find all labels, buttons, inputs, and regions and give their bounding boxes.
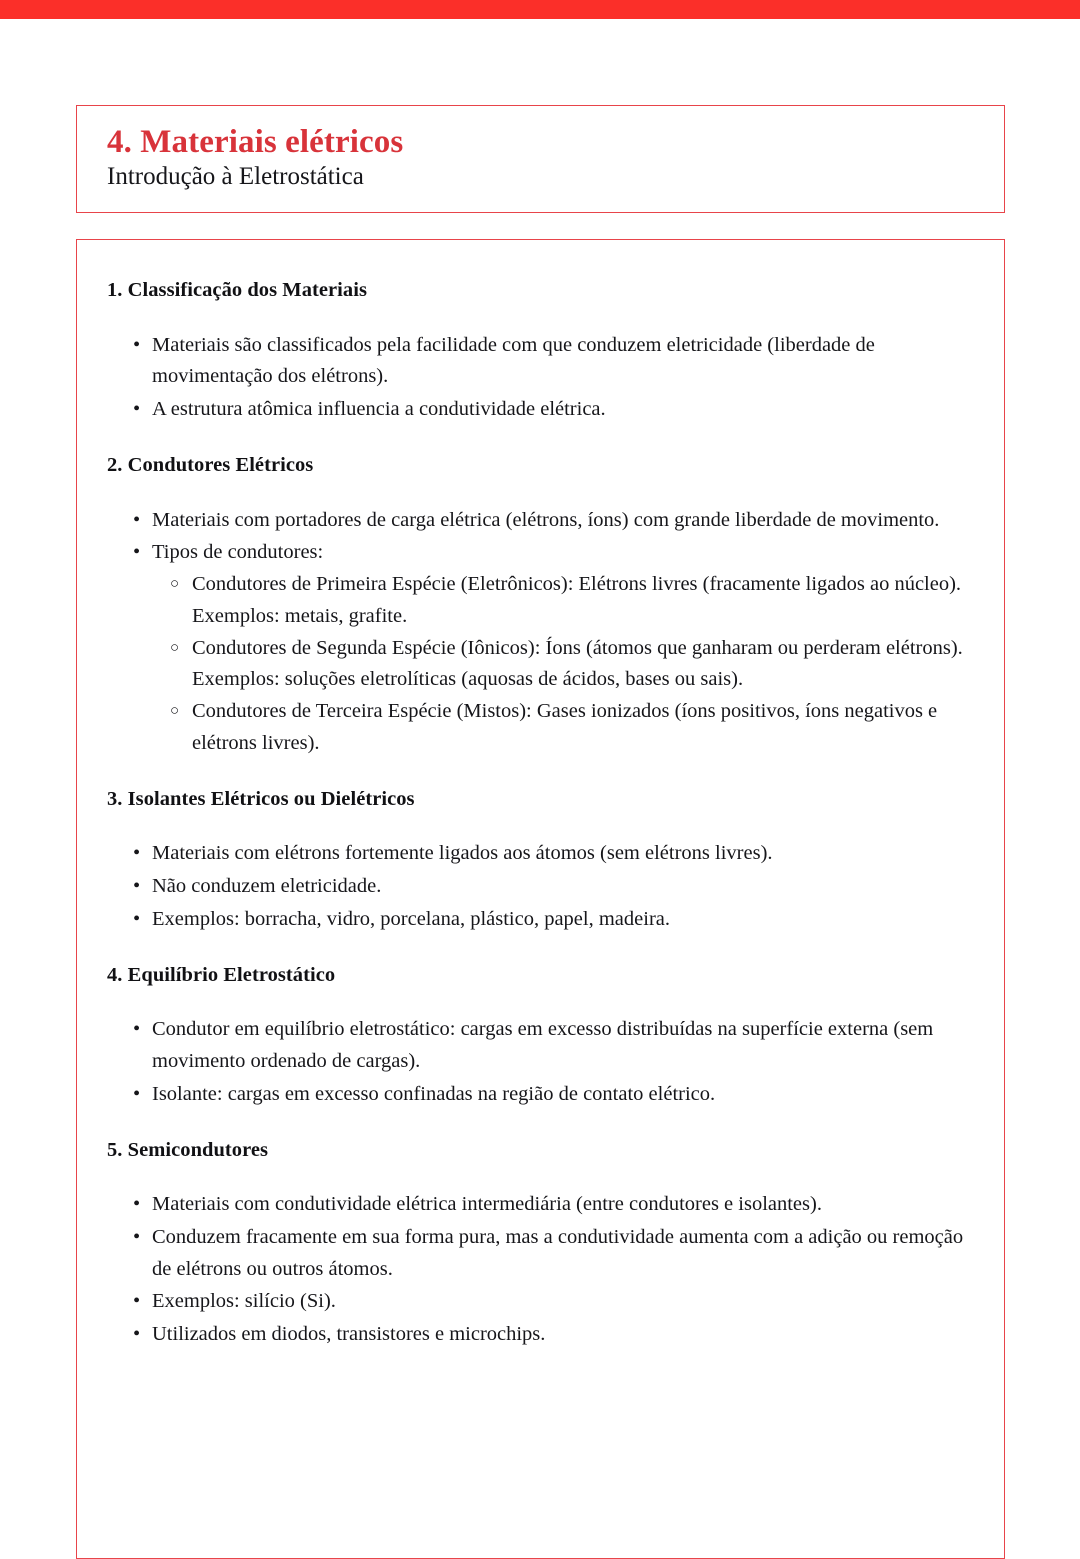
bullet-icon: • (133, 875, 141, 898)
bullet-icon: • (133, 1290, 141, 1313)
bullet-list (107, 1014, 970, 1110)
bullet-icon: • (133, 333, 141, 356)
bullet-icon: • (133, 1193, 141, 1216)
section-heading: 4. Equilíbrio Eletrostático (107, 963, 336, 986)
list-item (107, 537, 970, 759)
page-subtitle: Introdução à Eletrostática (107, 162, 364, 190)
list-item (107, 330, 970, 394)
document-section (107, 453, 970, 760)
list-item (107, 1079, 970, 1111)
section-heading: 1. Classificação dos Materiais (107, 279, 367, 301)
list-item-text: Condutor em equilíbrio eletrostático: cargas em excesso distribuídas na superfície externa (sem movimento ordenado de cargas). (152, 1018, 934, 1072)
document-header-box (76, 105, 1005, 213)
sub-bullet-list (152, 569, 970, 760)
list-item-text: Isolante: cargas em excesso confinadas na região de contato elétrico. (152, 1082, 716, 1105)
sub-list-item (152, 696, 970, 760)
list-item-text: Tipos de condutores: (152, 541, 324, 564)
sub-list-item (152, 569, 970, 633)
sub-list-item (152, 633, 970, 697)
bullet-icon: • (133, 1323, 141, 1346)
document-section (107, 278, 970, 426)
list-item (107, 904, 970, 936)
list-item (107, 838, 970, 870)
list-item-text: A estrutura atômica influencia a condutividade elétrica. (152, 398, 606, 421)
section-heading: 5. Semicondutores (107, 1138, 269, 1161)
list-item (107, 394, 970, 426)
sub-list-item-text: Condutores de Primeira Espécie (Eletrônicos): Elétrons livres (fracamente ligados ao núcleo). Exemplos: metais, grafite. (192, 573, 962, 627)
bullet-icon: • (133, 1082, 141, 1105)
document-section (107, 1138, 970, 1351)
document-section (107, 787, 970, 936)
list-item-text: Conduzem fracamente em sua forma pura, mas a condutividade aumenta com a adição ou remoção de elétrons ou outros átomos. (152, 1225, 964, 1280)
hollow-bullet-icon: ○ (170, 576, 180, 593)
document-content-box (76, 239, 1005, 1559)
bullet-icon: • (133, 842, 141, 865)
list-item-text: Utilizados em diodos, transistores e microchips. (152, 1323, 546, 1346)
list-item-text: Exemplos: borracha, vidro, porcelana, plástico, papel, madeira. (152, 907, 670, 930)
list-item (107, 505, 970, 537)
bullet-icon: • (133, 508, 141, 531)
hollow-bullet-icon: ○ (170, 703, 180, 720)
bullet-icon: • (133, 398, 141, 421)
bullet-list (107, 330, 970, 426)
bullet-icon: • (133, 1018, 141, 1041)
list-item-text: Materiais com condutividade elétrica intermediária (entre condutores e isolantes). (152, 1193, 822, 1216)
list-item-text: Materiais com portadores de carga elétrica (elétrons, íons) com grande liberdade de movimento. (152, 508, 940, 531)
list-item (107, 1319, 970, 1351)
top-accent-band (0, 0, 1080, 19)
document-section (107, 963, 970, 1111)
page-title: 4. Materiais elétricos (107, 124, 404, 160)
list-item (107, 1222, 970, 1286)
hollow-bullet-icon: ○ (170, 639, 180, 656)
list-item-text: Materiais com elétrons fortemente ligados aos átomos (sem elétrons livres). (152, 842, 773, 865)
list-item (107, 871, 970, 903)
section-heading: 2. Condutores Elétricos (107, 453, 314, 476)
bullet-list (107, 1189, 970, 1351)
sub-list-item-text: Condutores de Terceira Espécie (Mistos): Gases ionizados (íons positivos, íons negativos e elétrons livres). (192, 700, 938, 754)
list-item-text: Exemplos: silício (Si). (152, 1290, 336, 1313)
list-item (107, 1189, 970, 1221)
bullet-icon: • (133, 907, 141, 930)
list-item-text: Não conduzem eletricidade. (152, 875, 382, 898)
bullet-icon: • (133, 1225, 141, 1248)
bullet-icon: • (133, 541, 141, 564)
sub-list-item-text: Condutores de Segunda Espécie (Iônicos): Íons (átomos que ganharam ou perderam elétrons). Exemplos: soluções eletrolíticas (aquosas de ácidos, bases ou sais). (192, 636, 963, 691)
bullet-list (107, 505, 970, 760)
bullet-list (107, 838, 970, 935)
list-item-text: Materiais são classificados pela facilidade com que conduzem eletricidade (liberdade de movimentação dos elétrons). (152, 333, 875, 388)
list-item (107, 1014, 970, 1078)
sections-container (107, 278, 970, 1351)
section-heading: 3. Isolantes Elétricos ou Dielétricos (107, 787, 415, 810)
list-item (107, 1286, 970, 1318)
